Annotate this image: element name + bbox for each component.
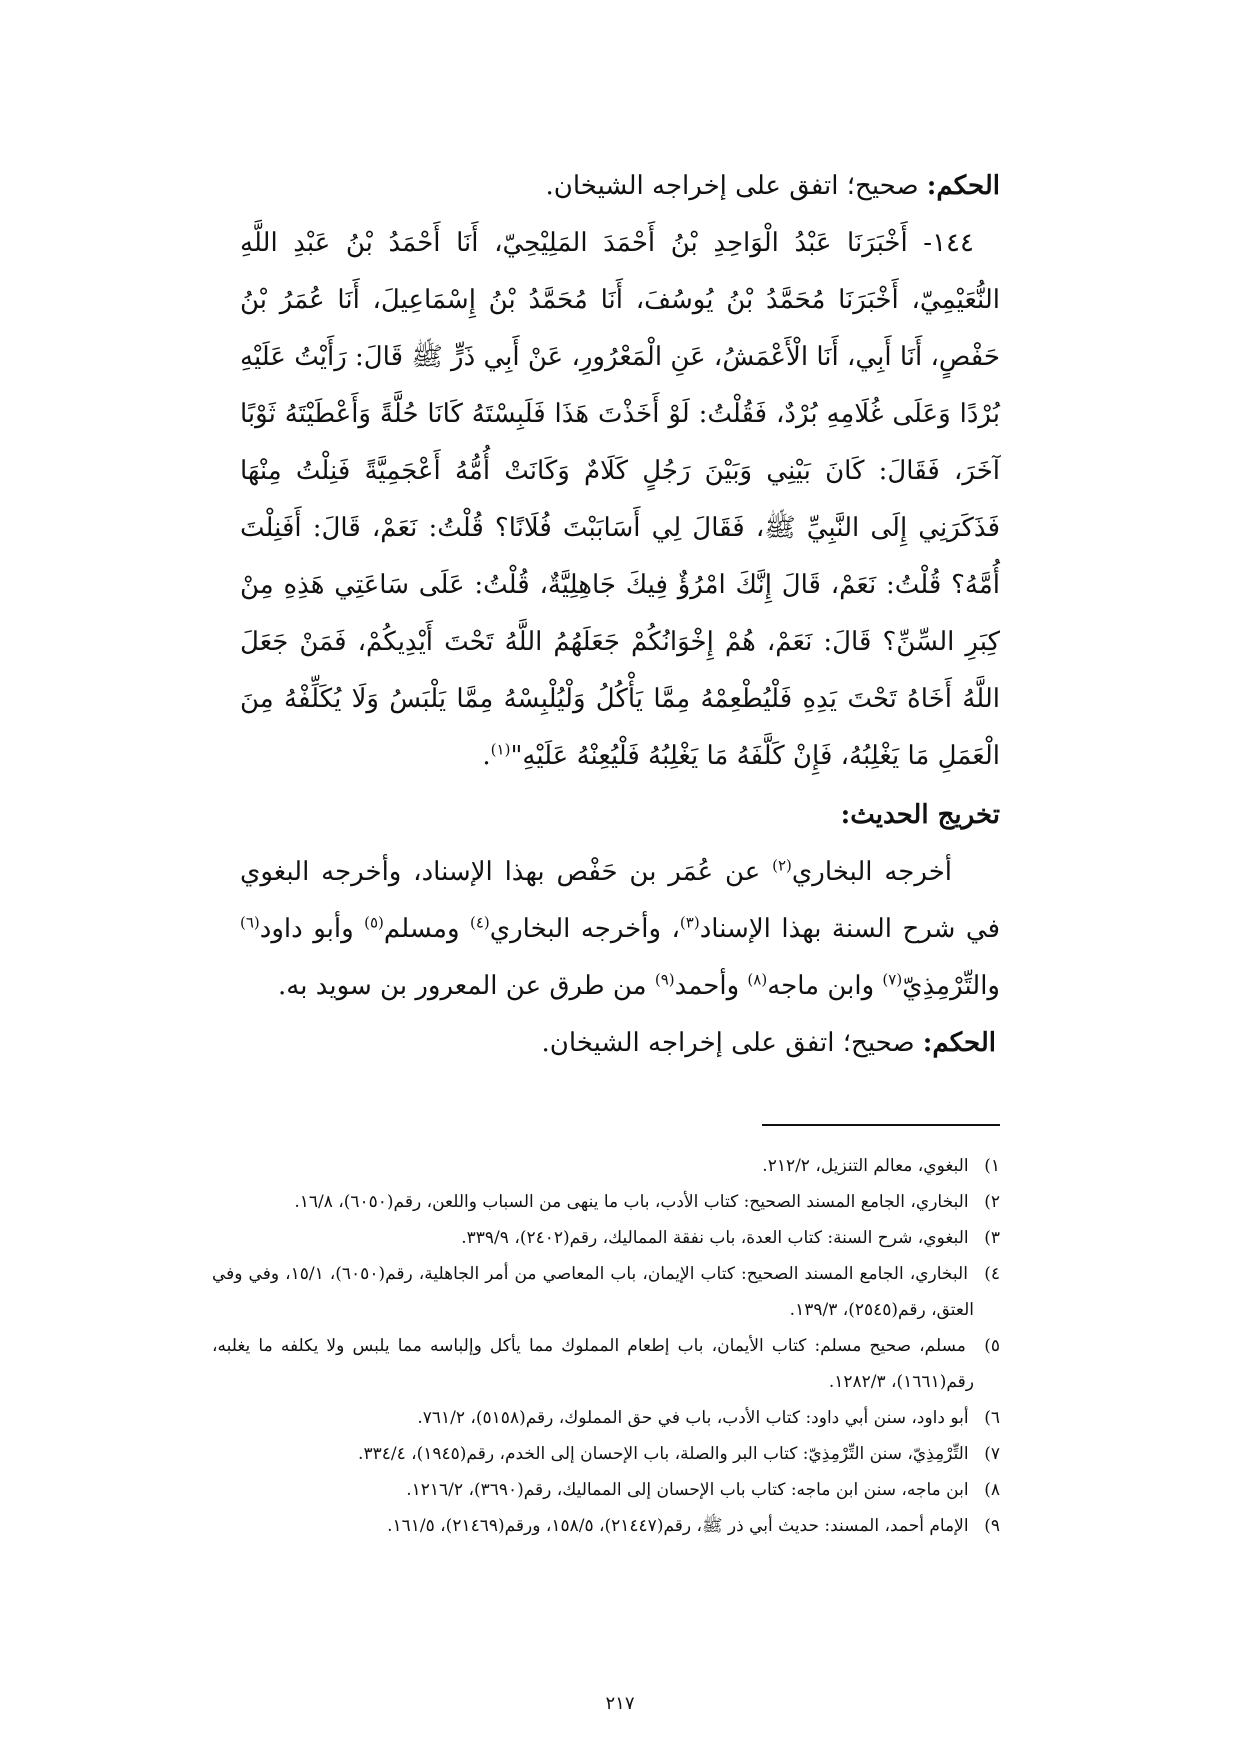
takhrij-paragraph (240, 844, 1000, 1015)
verdict-label: الحكم: (926, 171, 1000, 201)
footnote (212, 1472, 1000, 1508)
hadith-paragraph (240, 215, 1000, 785)
takhrij-text: ومسلم (383, 914, 470, 944)
takhrij-text: وأبو داود (259, 914, 365, 944)
footnote (212, 1148, 1000, 1184)
footnote-text: مسلم، صحيح مسلم: كتاب الأيمان، باب إطعام المملوك مما يأكل وإلباسه مما يلبس ولا يكلفه ما يغلبه، رقم(١٦٦١)، ١٢٨٢/٣. (212, 1336, 974, 1392)
footnote-ref[interactable]: (١) (490, 740, 511, 759)
takhrij-text: وأحمد (674, 971, 748, 1001)
hadith-text: ١٤٤- أَخْبَرَنَا عَبْدُ الْوَاحِدِ بْنُ أَحْمَدَ المَلِيْحِيّ، أَنَا أَحْمَدُ بْنُ عَبْدِ اللَّهِ النُّعَيْمِيّ، أَخْبَرَنَا مُحَمَّدُ بْنُ يُوسُفَ، أَنَا مُحَمَّدُ بْنُ إِسْمَاعِيلَ، أَنَا عُمَرُ بْنُ حَفْصٍ، أَنَا أَبِي، أَنَا الْأَعْمَشُ، عَنِ الْمَعْرُورِ، عَنْ أَبِي ذَرٍّ ﷺ قَالَ: رَأَيْتُ عَلَيْهِ بُرْدًا وَعَلَى غُلَامِهِ بُرْدٌ، فَقُلْتُ: لَوْ أَخَذْتَ هَذَا فَلَبِسْتَهُ كَانَا حُلَّةً وَأَعْطَيْتَهُ ثَوْبًا آخَرَ، فَقَالَ: كَانَ بَيْنِي وَبَيْنَ رَجُلٍ كَلَامٌ وَكَانَتْ أُمُّهُ أَعْجَمِيَّةً فَنِلْتُ مِنْهَا فَذَكَرَنِي إِلَى النَّبِيِّ ﷺ، فَقَالَ لِي أَسَابَبْتَ فُلَانًا؟ قُلْتُ: نَعَمْ، قَالَ: أَفَنِلْتَ أُمَّهُ؟ قُلْتُ: نَعَمْ، قَالَ إِنَّكَ امْرُؤٌ فِيكَ جَاهِلِيَّةٌ، قُلْتُ: عَلَى سَاعَتِي هَذِهِ مِنْ كِبَرِ السِّنِّ؟ قَالَ: نَعَمْ، هُمْ إِخْوَانُكُمْ جَعَلَهُمُ اللَّهُ تَحْتَ أَيْدِيكُمْ، فَمَنْ جَعَلَ اللَّهُ أَخَاهُ تَحْتَ يَدِهِ فَلْيُطْعِمْهُ مِمَّا يَأْكُلُ وَلْيُلْبِسْهُ مِمَّا يَلْبَسُ وَلَا يُكَلِّفْهُ مِنَ الْعَمَلِ مَا يَغْلِبُهُ، فَإِنْ كَلَّفَهُ مَا يَغْلِبُهُ فَلْيُعِنْهُ عَلَيْهِ" (240, 228, 1001, 771)
takhrij-text: أخرجه البخاري (791, 857, 952, 887)
footnote-ref[interactable]: (٩) (654, 970, 675, 989)
footnote-ref[interactable]: (٢) (772, 856, 792, 875)
verdict-label: الحكم: (922, 1028, 996, 1058)
footnote-number: ٦) (984, 1408, 1000, 1428)
footnote (212, 1256, 1000, 1328)
page-number: ٢١٧ (605, 1693, 635, 1714)
footnote-number: ٨) (984, 1480, 1000, 1500)
verdict-paragraph (240, 1015, 1000, 1072)
footnote-text: البغوي، معالم التنزيل، ٢١٢/٢. (762, 1156, 969, 1176)
verdict-text: صحيح؛ اتفق على إخراجه الشيخان. (541, 1028, 923, 1058)
footnote-text: البخاري، الجامع المسند الصحيح: كتاب الأدب، باب ما ينهى من السباب واللعن، رقم(٦٠٥٠)، ١٦/٨. (294, 1192, 969, 1212)
footnote-ref[interactable]: (٦) (240, 913, 260, 932)
footnote-text: البخاري، الجامع المسند الصحيح: كتاب الإيمان، باب المعاصي من أمر الجاهلية، رقم(٦٠٥٠)، ١٥/١، وفي وفي العتق، رقم(٢٥٤٥)، ١٣٩/٣. (212, 1264, 974, 1320)
takhrij-text: ، وأخرجه البخاري (489, 914, 680, 944)
footnote-text: ابن ماجه، سنن ابن ماجه: كتاب باب الإحسان إلى المماليك، رقم(٣٦٩٠)، ١٢١٦/٢. (406, 1480, 969, 1500)
footnote-number: ٢) (984, 1192, 1000, 1212)
footnote-ref[interactable]: (٨) (747, 970, 768, 989)
takhrij-text: والتِّرْمِذِيّ (902, 971, 1000, 1001)
footnote (212, 1436, 1000, 1472)
footnote-text: البغوي، شرح السنة: كتاب العدة، باب نفقة المماليك، رقم(٢٤٠٢)، ٣٣٩/٩. (461, 1228, 969, 1248)
takhrij-text: عن عُمَر بن حَفْص بهذا الإسناد، وأخرجه البغوي في شرح السنة بهذا الإسناد (240, 857, 1000, 944)
footnote (212, 1328, 1000, 1400)
verdict-text: صحيح؛ اتفق على إخراجه الشيخان. (545, 171, 927, 201)
footnote-ref[interactable]: (٤) (469, 913, 490, 932)
footnote-number: ٤) (984, 1264, 1001, 1284)
footnote (212, 1220, 1000, 1256)
main-text (240, 158, 1000, 1072)
footnote-text: أبو داود، سنن أبي داود: كتاب الأدب، باب في حق المملوك، رقم(٥١٥٨)، ٧٦١/٢. (417, 1408, 969, 1428)
footnote (212, 1400, 1000, 1436)
footnote-text: التِّرْمِذِيّ، سنن التِّرْمِذِيّ: كتاب البر والصلة، باب الإحسان إلى الخدم، رقم(١٩٤٥)، ٣٣٤/٤. (358, 1444, 969, 1464)
footnotes (212, 1148, 1000, 1544)
section-heading: تخريج الحديث: (840, 800, 1000, 830)
footnote (212, 1508, 1000, 1544)
footnote-ref[interactable]: (٧) (882, 970, 903, 989)
footnote-number: ٥) (984, 1336, 1001, 1356)
takhrij-text: وابن ماجه (767, 971, 883, 1001)
footnote-number: ٧) (984, 1444, 1000, 1464)
verdict-paragraph (240, 158, 1000, 215)
takhrij-text: من طرق عن المعرور بن سويد به. (277, 971, 655, 1001)
footnote-divider (762, 1124, 1000, 1126)
footnote-number: ١) (984, 1156, 1000, 1176)
footnote-ref[interactable]: (٥) (364, 913, 384, 932)
hadith-end: . (482, 741, 491, 771)
footnote-number: ٩) (984, 1516, 1000, 1536)
footnote-ref[interactable]: (٣) (679, 913, 700, 932)
footnote (212, 1184, 1000, 1220)
footnote-text: الإمام أحمد، المسند: حديث أبي ذر ﷺ، رقم(٢١٤٤٧)، ١٥٨/٥، ورقم(٢١٤٦٩)، ١٦١/٥. (387, 1516, 969, 1536)
footnote-number: ٣) (984, 1228, 1000, 1248)
